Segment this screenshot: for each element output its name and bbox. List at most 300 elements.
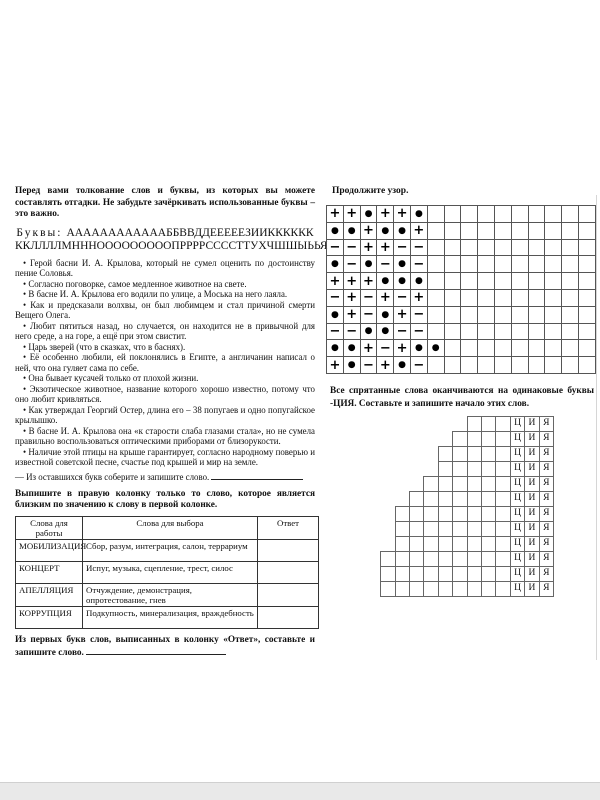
pattern-cell: +: [394, 206, 411, 223]
empty-letter-cell: [438, 581, 453, 597]
pattern-cell: [579, 324, 596, 341]
pattern-cell: [562, 273, 579, 290]
suffix-letter-cell: И: [524, 566, 539, 582]
suffix-letter-cell: Я: [539, 491, 554, 507]
choice-words-cell: Подкупность, минерализация, враждебность: [83, 606, 258, 628]
staircase-row: [368, 446, 554, 462]
pattern-cell: [529, 273, 546, 290]
letters-line-2: ККЛЛЛЛМНННОООООООООПРРРРССССТТУХЧШШЫЬЬЯ: [15, 240, 328, 252]
page-edge-line: [596, 195, 597, 660]
pattern-cell: [562, 307, 579, 324]
hidden-words-instructions: Все спрятанные слова оканчиваются на одинаковые буквы -ЦИЯ. Составьте и запишите начало этих слов.: [330, 385, 594, 409]
right-column: [326, 186, 596, 597]
empty-letter-cell: [438, 566, 453, 582]
pattern-cell: +: [344, 206, 361, 223]
suffix-letter-cell: И: [524, 536, 539, 552]
pattern-cell: [495, 307, 512, 324]
empty-letter-cell: [438, 521, 453, 537]
pattern-cell: [562, 357, 579, 374]
pattern-cell: +: [361, 223, 378, 240]
pattern-cell: ●: [377, 273, 394, 290]
empty-letter-cell: [495, 416, 510, 432]
empty-letter-cell: [467, 581, 482, 597]
empty-letter-cell: [423, 566, 438, 582]
pattern-cell: +: [377, 290, 394, 307]
pattern-cell: [579, 240, 596, 257]
empty-letter-cell: [438, 536, 453, 552]
final-answer-blank-line: [86, 646, 226, 655]
empty-letter-cell: [409, 506, 424, 522]
empty-letter-cell: [495, 566, 510, 582]
clue-item: • Любит пятиться назад, но случается, он находится не в привычной для него среде, а на горе, а ещё при этом свистит.: [15, 320, 315, 341]
pattern-cell: ●: [411, 206, 428, 223]
pattern-cell: [529, 256, 546, 273]
choice-words-cell: Отчуждение, демонстрация, опротестование, гнев: [83, 583, 258, 606]
choice-words-cell: Сбор, разум, интеграция, салон, террариум: [83, 539, 258, 561]
suffix-letter-cell: Я: [539, 446, 554, 462]
pattern-cell: [512, 357, 529, 374]
pattern-cell: [562, 240, 579, 257]
empty-letter-cell: [409, 566, 424, 582]
pattern-cell: −: [411, 357, 428, 374]
pattern-cell: [445, 357, 462, 374]
pattern-cell: ●: [344, 340, 361, 357]
suffix-letter-cell: Я: [539, 506, 554, 522]
pattern-cell: [512, 256, 529, 273]
empty-letter-cell: [481, 461, 496, 477]
pattern-cell: [545, 357, 562, 374]
suffix-letter-cell: Ц: [510, 581, 525, 597]
pattern-cell: [579, 357, 596, 374]
staircase-grid: [368, 416, 554, 597]
staircase-row: [368, 431, 554, 447]
pattern-cell: [579, 206, 596, 223]
answer-cell: [258, 606, 319, 628]
pattern-cell: [461, 256, 478, 273]
pattern-cell: +: [344, 307, 361, 324]
empty-letter-cell: [481, 581, 496, 597]
pattern-cell: [579, 273, 596, 290]
empty-letter-cell: [452, 491, 467, 507]
empty-letter-cell: [423, 491, 438, 507]
empty-letter-cell: [409, 521, 424, 537]
pattern-cell: [461, 307, 478, 324]
empty-letter-cell: [395, 506, 410, 522]
staircase-row: [368, 476, 554, 492]
pattern-cell: [495, 324, 512, 341]
empty-letter-cell: [452, 521, 467, 537]
pattern-cell: [445, 324, 462, 341]
answer-cell: [258, 539, 319, 561]
pattern-cell: −: [411, 240, 428, 257]
suffix-letter-cell: И: [524, 446, 539, 462]
staircase-row: [368, 506, 554, 522]
pattern-cell: −: [411, 256, 428, 273]
work-word-cell: КОНЦЕРТ: [16, 561, 83, 583]
empty-letter-cell: [467, 416, 482, 432]
pattern-cell: [478, 223, 495, 240]
work-word-cell: МОБИЛИЗАЦИЯ: [16, 539, 83, 561]
pattern-cell: −: [394, 240, 411, 257]
staircase-row: [368, 581, 554, 597]
pattern-cell: +: [394, 307, 411, 324]
pattern-cell: [428, 240, 445, 257]
empty-letter-cell: [438, 476, 453, 492]
empty-letter-cell: [395, 566, 410, 582]
suffix-letter-cell: Ц: [510, 491, 525, 507]
pattern-cell: −: [411, 324, 428, 341]
pattern-cell: [512, 307, 529, 324]
pattern-cell: [545, 240, 562, 257]
empty-letter-cell: [481, 521, 496, 537]
pattern-cell: [461, 240, 478, 257]
empty-letter-cell: [452, 476, 467, 492]
synonym-table-body: [16, 539, 319, 628]
suffix-letter-cell: Я: [539, 461, 554, 477]
pattern-cell: [445, 290, 462, 307]
empty-letter-cell: [438, 461, 453, 477]
pattern-cell: [545, 340, 562, 357]
pattern-cell: ●: [377, 307, 394, 324]
letters-label: Буквы:: [16, 226, 63, 239]
empty-letter-cell: [481, 416, 496, 432]
letters-line-1: [15, 227, 315, 241]
clue-item: • Она бывает кусачей только от плохой жизни.: [23, 373, 199, 383]
answer-cell: [258, 561, 319, 583]
empty-letter-cell: [395, 551, 410, 567]
pattern-cell: [512, 290, 529, 307]
empty-letter-cell: [423, 476, 438, 492]
pattern-cell: ●: [361, 324, 378, 341]
clue-item: • В басне И. А. Крылова она «к старости слаба глазами стала», но не сумела правильно воспользоваться оптическими приборами от близорукости.: [15, 425, 315, 446]
table-row: [16, 539, 319, 561]
pattern-cell: +: [361, 240, 378, 257]
pattern-grid: [326, 205, 596, 374]
pattern-cell: [562, 256, 579, 273]
pattern-cell: −: [411, 307, 428, 324]
suffix-letter-cell: Ц: [510, 551, 525, 567]
pattern-cell: [445, 240, 462, 257]
pattern-cell: [478, 324, 495, 341]
pattern-cell: [545, 206, 562, 223]
column-header: Слова для работы: [16, 516, 83, 539]
clue-item: • В басне И. А. Крылова его водили по улице, а Моська на него лаяла.: [23, 289, 288, 299]
pattern-cell: [495, 273, 512, 290]
pattern-cell: ●: [411, 340, 428, 357]
pattern-cell: +: [361, 273, 378, 290]
empty-letter-cell: [380, 581, 395, 597]
pattern-cell: [428, 223, 445, 240]
pattern-cell: [545, 223, 562, 240]
pattern-cell: +: [377, 240, 394, 257]
empty-letter-cell: [481, 551, 496, 567]
empty-letter-cell: [452, 536, 467, 552]
empty-letter-cell: [481, 506, 496, 522]
clue-item: • Наличие этой птицы на крыше гарантирует, согласно народному поверью и известной советской песне, счастье под крышей и мир на земле.: [15, 446, 315, 467]
pattern-cell: [512, 223, 529, 240]
suffix-letter-cell: И: [524, 476, 539, 492]
empty-letter-cell: [409, 536, 424, 552]
pattern-cell: ●: [394, 273, 411, 290]
suffix-letter-cell: И: [524, 431, 539, 447]
empty-letter-cell: [423, 536, 438, 552]
pattern-cell: ●: [377, 324, 394, 341]
pattern-cell: [428, 256, 445, 273]
empty-letter-cell: [423, 521, 438, 537]
pattern-cell: [562, 206, 579, 223]
pattern-cell: [579, 340, 596, 357]
page-bottom-edge: [0, 782, 600, 800]
pattern-cell: [562, 324, 579, 341]
empty-letter-cell: [467, 506, 482, 522]
pattern-cell: [478, 290, 495, 307]
pattern-cell: −: [344, 240, 361, 257]
pattern-cell: ●: [327, 307, 344, 324]
pattern-cell: [478, 273, 495, 290]
staircase-row: [368, 461, 554, 477]
suffix-letter-cell: Ц: [510, 521, 525, 537]
suffix-letter-cell: Ц: [510, 446, 525, 462]
pattern-cell: [478, 307, 495, 324]
empty-letter-cell: [423, 506, 438, 522]
empty-letter-cell: [467, 491, 482, 507]
empty-letter-cell: [438, 446, 453, 462]
pattern-cell: [545, 290, 562, 307]
empty-letter-cell: [467, 566, 482, 582]
empty-letter-cell: [380, 566, 395, 582]
empty-letter-cell: [452, 506, 467, 522]
suffix-letter-cell: И: [524, 416, 539, 432]
pattern-cell: [428, 290, 445, 307]
clue-item: • Экзотическое животное, название которого хорошо известно, потому что оно любит кривляться.: [15, 383, 315, 404]
pattern-cell: [495, 223, 512, 240]
empty-letter-cell: [438, 491, 453, 507]
pattern-cell: [428, 307, 445, 324]
pattern-cell: [461, 223, 478, 240]
pattern-cell: +: [327, 206, 344, 223]
pattern-cell: ●: [327, 340, 344, 357]
pattern-cell: [495, 240, 512, 257]
empty-letter-cell: [481, 446, 496, 462]
table-row: [16, 583, 319, 606]
empty-letter-cell: [495, 461, 510, 477]
suffix-letter-cell: Ц: [510, 461, 525, 477]
suffix-letter-cell: Я: [539, 551, 554, 567]
empty-letter-cell: [467, 431, 482, 447]
final-task-instructions: [15, 635, 315, 660]
pattern-cell: ●: [394, 223, 411, 240]
pattern-cell: ●: [411, 273, 428, 290]
pattern-cell: [545, 256, 562, 273]
pattern-cell: [445, 307, 462, 324]
pattern-cell: +: [377, 357, 394, 374]
suffix-letter-cell: Я: [539, 416, 554, 432]
empty-letter-cell: [452, 431, 467, 447]
empty-letter-cell: [438, 551, 453, 567]
clues-list: [15, 258, 315, 468]
pattern-cell: +: [327, 273, 344, 290]
column-header: Слова для выбора: [83, 516, 258, 539]
pattern-cell: [495, 290, 512, 307]
pattern-cell: [428, 357, 445, 374]
pattern-cell: [461, 340, 478, 357]
pattern-cell: +: [411, 290, 428, 307]
suffix-letter-cell: И: [524, 581, 539, 597]
pattern-cell: ●: [344, 223, 361, 240]
pattern-cell: −: [327, 240, 344, 257]
pattern-cell: [461, 324, 478, 341]
pattern-cell: [512, 206, 529, 223]
pattern-cell: [428, 273, 445, 290]
pattern-cell: −: [327, 290, 344, 307]
pattern-cell: [478, 206, 495, 223]
pattern-cell: [512, 240, 529, 257]
empty-letter-cell: [395, 536, 410, 552]
work-word-cell: КОРРУПЦИЯ: [16, 606, 83, 628]
left-column: [15, 186, 328, 664]
empty-letter-cell: [467, 446, 482, 462]
suffix-letter-cell: И: [524, 461, 539, 477]
pattern-cell: +: [361, 340, 378, 357]
pattern-cell: ●: [344, 357, 361, 374]
pattern-cell: [478, 256, 495, 273]
pattern-cell: −: [377, 256, 394, 273]
pattern-cell: [562, 290, 579, 307]
empty-letter-cell: [467, 551, 482, 567]
pattern-cell: [529, 290, 546, 307]
clue-item: • Как и предсказали волхвы, он был любимцем и стал причиной смерти Вещего Олега.: [15, 299, 315, 320]
pattern-cell: [512, 324, 529, 341]
pattern-cell: [579, 223, 596, 240]
pattern-cell: +: [344, 290, 361, 307]
pattern-cell: [445, 273, 462, 290]
choice-words-cell: Испуг, музыка, сцепление, трест, силос: [83, 561, 258, 583]
empty-letter-cell: [395, 521, 410, 537]
pattern-cell: [495, 256, 512, 273]
synonym-table-head: [16, 516, 319, 539]
pattern-cell: [529, 223, 546, 240]
empty-letter-cell: [495, 521, 510, 537]
pattern-cell: [445, 206, 462, 223]
remaining-letters-text: — Из оставшихся букв соберите и запишите слово.: [15, 471, 210, 482]
empty-letter-cell: [452, 581, 467, 597]
letters-text-1: ААААААААААААББВВДДЕЕЕЕЕЗИИКККККК: [66, 226, 314, 239]
empty-letter-cell: [495, 476, 510, 492]
pattern-cell: [478, 240, 495, 257]
empty-letter-cell: [467, 476, 482, 492]
answer-blank-line: [211, 471, 303, 480]
synonym-task-instructions: Выпишите в правую колонку только то слово, которое является близким по значению к слову в первой колонке.: [15, 488, 315, 510]
suffix-letter-cell: Ц: [510, 431, 525, 447]
pattern-cell: ●: [327, 256, 344, 273]
pattern-cell: [545, 307, 562, 324]
pattern-cell: [512, 340, 529, 357]
suffix-letter-cell: Я: [539, 431, 554, 447]
pattern-cell: [428, 324, 445, 341]
pattern-cell: [428, 206, 445, 223]
pattern-cell: [445, 223, 462, 240]
clue-item: • Как утверждал Георгий Остер, длина его – 38 попугаев и одно попугайское крылышко.: [15, 404, 315, 425]
empty-letter-cell: [409, 581, 424, 597]
clue-item: • Согласно поговорке, самое медленное животное на свете.: [23, 278, 247, 289]
suffix-letter-cell: И: [524, 521, 539, 537]
suffix-letter-cell: Я: [539, 566, 554, 582]
pattern-cell: [445, 340, 462, 357]
pattern-cell: ●: [327, 223, 344, 240]
suffix-letter-cell: Я: [539, 581, 554, 597]
pattern-cell: [478, 357, 495, 374]
pattern-cell: [495, 340, 512, 357]
empty-letter-cell: [495, 536, 510, 552]
empty-letter-cell: [481, 536, 496, 552]
staircase-row: [368, 521, 554, 537]
empty-letter-cell: [495, 551, 510, 567]
pattern-cell: +: [377, 206, 394, 223]
suffix-letter-cell: Я: [539, 536, 554, 552]
pattern-cell: [529, 307, 546, 324]
pattern-cell: [529, 357, 546, 374]
pattern-cell: ●: [428, 340, 445, 357]
pattern-cell: [461, 206, 478, 223]
pattern-cell: −: [394, 290, 411, 307]
empty-letter-cell: [495, 581, 510, 597]
synonym-table-head-row: [16, 516, 319, 539]
empty-letter-cell: [467, 461, 482, 477]
pattern-cell: [529, 206, 546, 223]
pattern-cell: −: [361, 290, 378, 307]
empty-letter-cell: [409, 551, 424, 567]
suffix-letter-cell: Я: [539, 476, 554, 492]
synonym-table: [15, 516, 319, 629]
suffix-letter-cell: Ц: [510, 566, 525, 582]
suffix-letter-cell: Ц: [510, 416, 525, 432]
staircase-row: [368, 416, 554, 432]
clue-item: • Герой басни И. А. Крылова, который не сумел оценить по достоинству пение Соловья.: [15, 257, 315, 278]
pattern-cell: [545, 273, 562, 290]
remaining-letters-prompt: [15, 471, 315, 483]
pattern-cell: −: [327, 324, 344, 341]
intro-instructions: Перед вами толкование слов и буквы, из которых вы можете составлять отгадки. Не забудьте зачёркивать использованные буквы – это важно.: [15, 186, 315, 219]
pattern-cell: [495, 206, 512, 223]
pattern-cell: [545, 324, 562, 341]
empty-letter-cell: [409, 491, 424, 507]
pattern-cell: +: [327, 357, 344, 374]
pattern-cell: [579, 256, 596, 273]
pattern-cell: ●: [361, 206, 378, 223]
table-row: [16, 606, 319, 628]
empty-letter-cell: [481, 566, 496, 582]
clue-item: • Царь зверей (что в сказках, что в баснях).: [23, 341, 186, 352]
empty-letter-cell: [495, 431, 510, 447]
work-word-cell: АПЕЛЛЯЦИЯ: [16, 583, 83, 606]
pattern-cell: [478, 340, 495, 357]
empty-letter-cell: [467, 536, 482, 552]
suffix-letter-cell: Ц: [510, 476, 525, 492]
staircase-row: [368, 491, 554, 507]
pattern-cell: [562, 340, 579, 357]
pattern-cell: ●: [394, 256, 411, 273]
pattern-cell: −: [361, 307, 378, 324]
pattern-cell: ●: [377, 223, 394, 240]
suffix-letter-cell: Я: [539, 521, 554, 537]
pattern-cell: [461, 290, 478, 307]
pattern-cell: −: [344, 324, 361, 341]
pattern-cell: [461, 357, 478, 374]
empty-letter-cell: [481, 491, 496, 507]
empty-letter-cell: [481, 476, 496, 492]
empty-letter-cell: [495, 506, 510, 522]
column-header: Ответ: [258, 516, 319, 539]
